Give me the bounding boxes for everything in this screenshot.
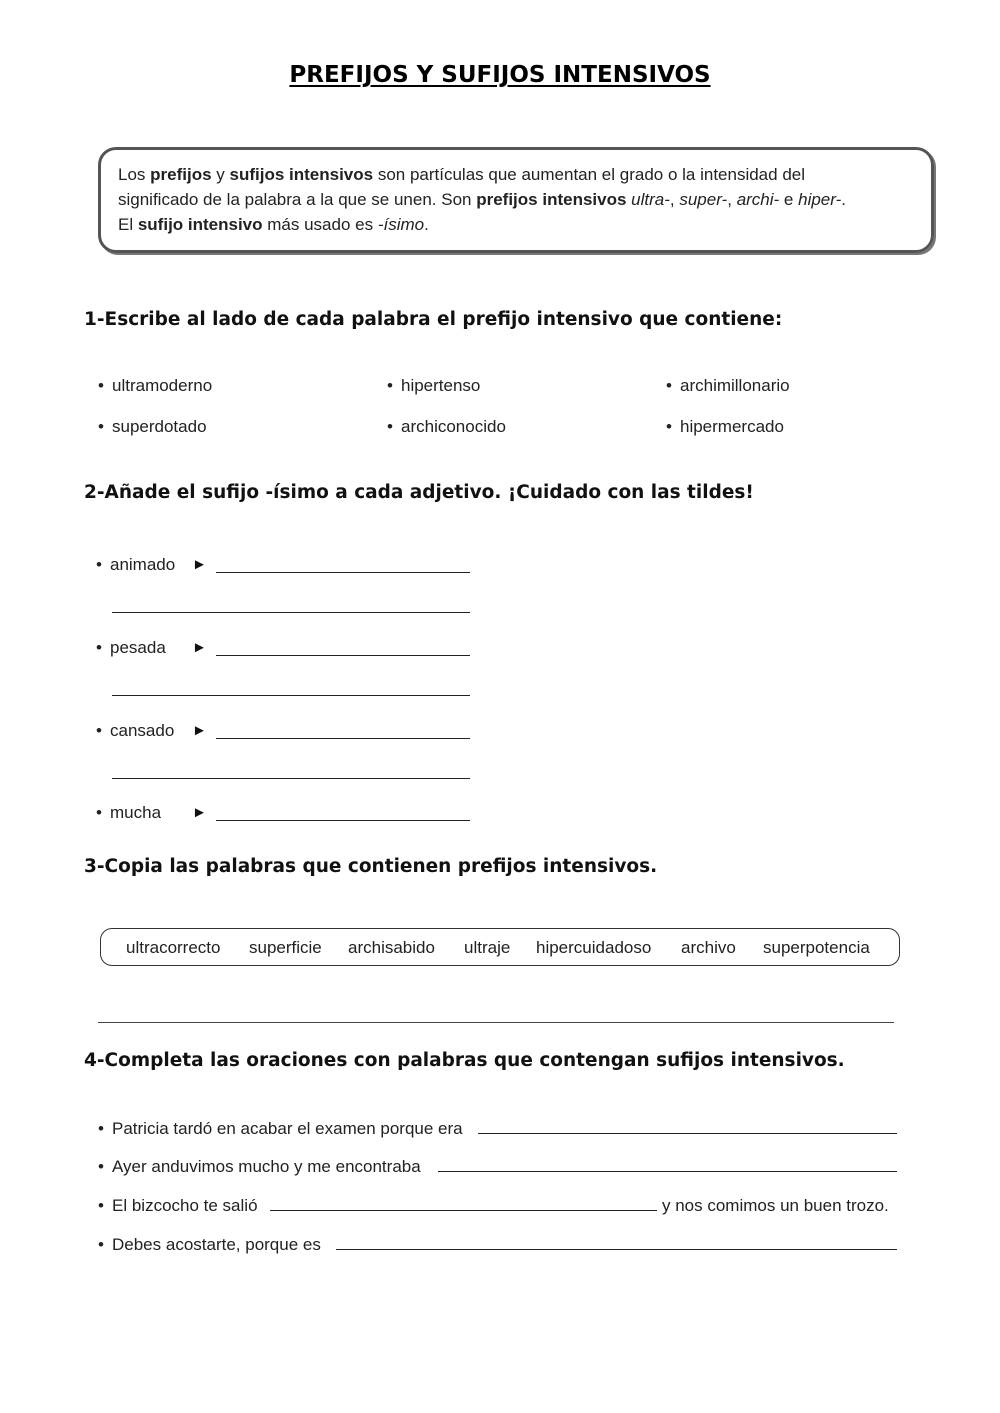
list-item: • archimillonario (666, 376, 790, 395)
list-item: • Ayer anduvimos mucho y me encontraba (98, 1157, 421, 1176)
term-sufijos-intensivos: sufijos intensivos (229, 165, 374, 184)
exercise-3-heading: 3-Copia las palabras que contienen prefijos intensivos. (84, 856, 658, 877)
prefix-ultra: ultra- (631, 190, 670, 209)
list-item: • Patricia tardó en acabar el examen porque era (98, 1119, 463, 1138)
word-bank-item: hipercuidadoso (536, 938, 652, 957)
definition-line-3: El sufijo intensivo más usado es -ísimo. (118, 215, 429, 234)
list-item: • mucha (96, 803, 162, 822)
arrow-icon: ► (192, 556, 207, 573)
text: son partículas que aumentan el grado o la intensidad del (373, 165, 805, 184)
term-prefijos: prefijos (150, 165, 212, 184)
exercise-1-heading: 1-Escribe al lado de cada palabra el prefijo intensivo que contiene: (84, 309, 783, 330)
answer-line[interactable] (98, 1022, 894, 1023)
word-bank-item: ultraje (464, 938, 511, 957)
answer-line[interactable] (216, 572, 470, 573)
word-bank-item: archisabido (348, 938, 435, 957)
answer-line[interactable] (216, 738, 470, 739)
answer-line[interactable] (112, 778, 470, 779)
answer-line[interactable] (216, 820, 470, 821)
list-item: • archiconocido (387, 417, 506, 436)
arrow-icon: ► (192, 804, 207, 821)
arrow-icon: ► (192, 639, 207, 656)
answer-line[interactable] (336, 1249, 897, 1250)
arrow-icon: ► (192, 722, 207, 739)
word-bank-item: archivo (681, 938, 736, 957)
answer-line[interactable] (438, 1171, 897, 1172)
list-item: • Debes acostarte, porque es (98, 1235, 321, 1254)
exercise-4-heading: 4-Completa las oraciones con palabras que contengan sufijos intensivos. (84, 1050, 845, 1071)
word-bank-item: superficie (249, 938, 322, 957)
answer-line[interactable] (478, 1133, 897, 1134)
word-bank-item: superpotencia (763, 938, 870, 957)
list-item: • ultramoderno (98, 376, 213, 395)
text: significado de la palabra a la que se unen. Son (118, 190, 477, 209)
list-item: • El bizcocho te salió (98, 1196, 258, 1215)
list-item: • cansado (96, 721, 175, 740)
definition-line-1 (118, 165, 805, 185)
prefix-hiper: hiper- (798, 190, 842, 209)
prefix-archi: archi- (736, 190, 780, 209)
answer-line[interactable] (112, 695, 470, 696)
exercise-2-heading: 2-Añade el sufijo -ísimo a cada adjetivo. ¡Cuidado con las tildes! (84, 482, 754, 503)
prefix-super: super- (679, 190, 728, 209)
definition-line-2: significado de la palabra a la que se unen. Son prefijos intensivos ultra-, super-, archi- e hiper-. (118, 190, 846, 209)
word-bank-item: ultracorrecto (126, 938, 221, 957)
text: y (211, 165, 230, 184)
list-item: • hipermercado (666, 417, 784, 436)
list-item: • animado (96, 555, 176, 574)
sentence-end: y nos comimos un buen trozo. (662, 1196, 889, 1215)
suffix-isimo: -ísimo (377, 215, 425, 234)
text: Los (118, 165, 151, 184)
answer-line[interactable] (216, 655, 470, 656)
list-item: • superdotado (98, 417, 207, 436)
term-sufijo-intensivo: sufijo intensivo (137, 215, 263, 234)
term-prefijos-intensivos: prefijos intensivos (476, 190, 627, 209)
list-item: • hipertenso (387, 376, 481, 395)
page-title: PREFIJOS Y SUFIJOS INTENSIVOS (289, 62, 711, 88)
answer-line[interactable] (112, 612, 470, 613)
list-item: • pesada (96, 638, 166, 657)
answer-line[interactable] (270, 1210, 657, 1211)
